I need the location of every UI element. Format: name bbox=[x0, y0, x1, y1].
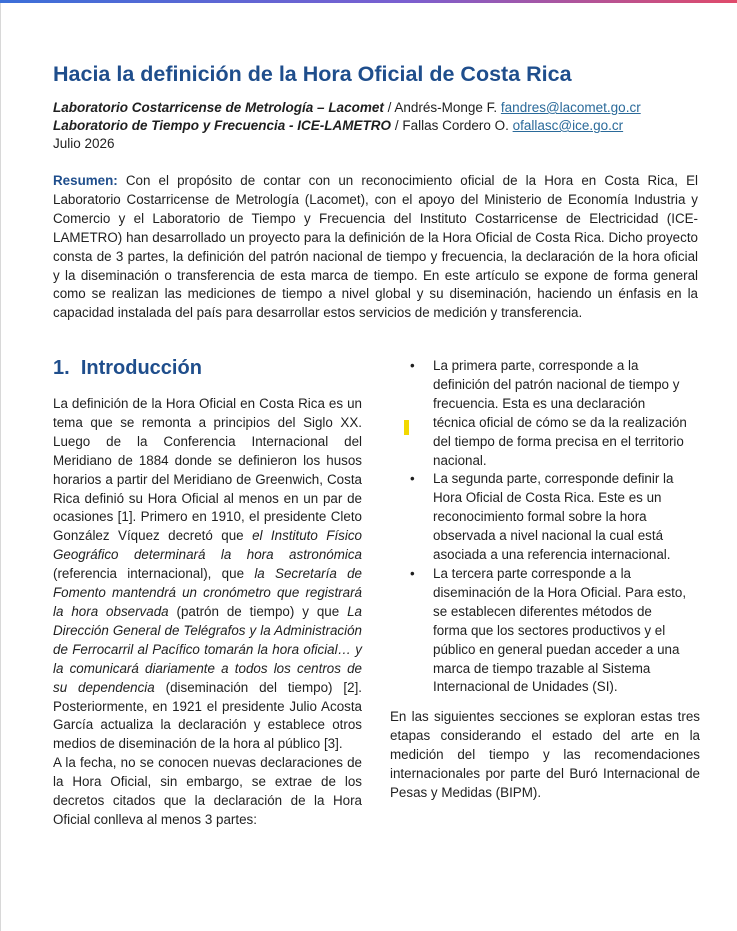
publication-date: Julio 2026 bbox=[53, 136, 115, 151]
list-item bbox=[390, 565, 700, 697]
text-cursor-highlight bbox=[404, 420, 409, 435]
affiliation-org: Laboratorio Costarricense de Metrología – Lacomet bbox=[53, 100, 384, 115]
quote-run: el Instituto Físico Geográfico determinará la hora astronómica bbox=[53, 528, 362, 563]
right-column bbox=[390, 357, 700, 803]
list-item bbox=[390, 357, 700, 470]
abstract-text: Con el propósito de contar con un reconocimiento oficial de la Hora en Costa Rica, El Laboratorio Costarricense de Metrología (Lacomet), con el apoyo del Ministerio de Economía Industria y Comercio y el Laboratorio de Tiempo y Frecuencia del Instituto Costarricense de Electricidad (ICE-LAMETRO) han desarrollado un proyecto para la definición de la Hora Oficial de Costa Rica. Dicho proyecto consta de 3 partes, la definición del patrón nacional de tiempo y frecuencia, la declaración de la hora oficial y la diseminación o transferencia de esta marca de tiempo. En este artículo se expone de forma general como se realizan las mediciones de tiempo a nivel global y su diseminación, haciendo un énfasis en la capacidad instalada del país para desarrollar estos servicios de medición y transferencia. bbox=[53, 173, 698, 321]
affiliation-separator: / bbox=[391, 118, 403, 133]
intro-paragraph-1 bbox=[53, 395, 362, 754]
bullet-icon: • bbox=[410, 358, 415, 373]
list-item-text: La primera parte, corresponde a la definición del patrón nacional de tiempo y frecuencia. Esta es una declaración técnica oficial de cómo se da la realización del tiempo de forma precisa en el territorio nacional. bbox=[433, 358, 687, 468]
left-column bbox=[53, 395, 362, 830]
top-accent-bar bbox=[0, 0, 737, 3]
list-item bbox=[390, 470, 700, 565]
abstract bbox=[53, 172, 698, 323]
section-heading-introduction bbox=[53, 357, 202, 380]
page-left-border bbox=[0, 3, 1, 931]
affiliation-line-2 bbox=[53, 117, 623, 135]
text-run: (referencia internacional), que bbox=[53, 566, 255, 582]
affiliation-separator: / bbox=[383, 100, 395, 115]
affiliation-line-1 bbox=[53, 99, 641, 117]
closing-paragraph: En las siguientes secciones se exploran estas tres etapas considerando el estado del arte en la medición del tiempo y las recomendaciones internacionales por parte del Buró Internacional de Pesas y Medidas (BIPM). bbox=[390, 709, 700, 800]
text-run: (patrón de tiempo) y que bbox=[168, 603, 348, 619]
quote-run: La Dirección General de Telégrafos y la Administración de Ferrocarril al Pacífico tomarán la hora oficial… y la comunicará diariamente a todos los centros de su dependencia bbox=[53, 603, 362, 695]
quote-run: la Secretaría de Fomento mantendrá un cronómetro que registrará la hora observada bbox=[53, 566, 362, 619]
intro-paragraph-2: A la fecha, no se conocen nuevas declaraciones de la Hora Oficial, sin embargo, se extrae de los decretos citados que la declaración de la Hora Oficial conlleva al menos 3 partes: bbox=[53, 755, 362, 827]
author-email-link[interactable]: ofallasc@ice.go.cr bbox=[512, 118, 624, 133]
list-item-text: La tercera parte corresponde a la diseminación de la Hora Oficial. Para esto, se establecen diferentes métodos de forma que los sectores productivos y el público en general puedan acceder a una marca de tiempo trazable al Sistema Internacional de Unidades (SI). bbox=[433, 565, 687, 695]
text-run: La definición de la Hora Oficial en Costa Rica es un tema que se remonta a principios del Siglo XX. Luego de la Conferencia Internacional del Meridiano de 1884 donde se definieron los husos horarios a partir del Meridiano de Greenwich, Costa Rica definió su Hora Oficial al menos en un par de ocasiones [1]. Primero en 1910, el presidente Cleto González Víquez decretó que bbox=[53, 396, 362, 544]
section-number: 1. bbox=[53, 357, 70, 379]
text-run: (diseminación del tiempo) [2]. Posteriormente, en 1921 el presidente Julio Acosta García actualiza la declaración y establece otros medios de diseminación de la hora al público [3]. bbox=[53, 679, 363, 752]
bullet-icon: • bbox=[410, 565, 415, 581]
affiliation-org: Laboratorio de Tiempo y Frecuencia - ICE-LAMETRO bbox=[53, 118, 392, 133]
author-name: Andrés-Monge F. bbox=[394, 100, 501, 115]
list-item-text: La segunda parte, corresponde definir la Hora Oficial de Costa Rica. Este es un reconocimiento formal sobre la hora observada a nivel nacional la cual está asociada a una referencia internacional. bbox=[433, 471, 674, 563]
author-name: Fallas Cordero O. bbox=[402, 118, 513, 133]
parts-list bbox=[390, 357, 700, 697]
section-title: Introducción bbox=[80, 357, 202, 379]
bullet-icon: • bbox=[410, 471, 415, 487]
paper-title: Hacia la definición de la Hora Oficial de Costa Rica bbox=[53, 62, 572, 86]
author-email-link[interactable]: fandres@lacomet.go.cr bbox=[500, 100, 641, 115]
abstract-label: Resumen: bbox=[53, 173, 118, 188]
